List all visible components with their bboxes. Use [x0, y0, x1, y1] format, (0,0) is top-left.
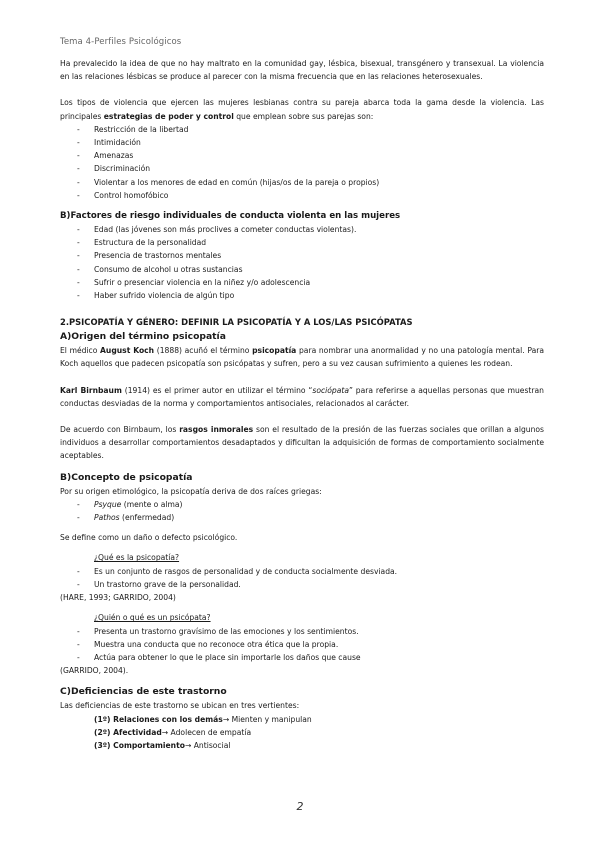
list-item: - Estructura de la personalidad: [60, 236, 544, 249]
list-item: - Discriminación: [60, 162, 544, 175]
deficits-heading: C)Deficiencias de este trastorno: [60, 686, 227, 698]
etymology-text: Por su origen etimológico, la psicopatía deriva de dos raíces griegas:: [60, 486, 322, 496]
factors-heading: B)Factores de riesgo individuales de conducta violenta en las mujeres: [60, 211, 401, 222]
intro-paragraph-2: Los tipos de violencia que ejercen las mujeres lesbianas contra su pareja abarca toda la gama desde la violencia. Las principales estrategias de poder y control que emplean sobre sus parejas son:: [60, 98, 544, 121]
arrow-right-icon: →: [222, 714, 230, 724]
definition-text: Se define como un daño o defecto psicológico.: [60, 533, 238, 543]
list-item: - Sufrir o presenciar violencia en la niñez y/o adolescencia: [60, 276, 544, 289]
list-item: - Restricción de la libertad: [60, 123, 544, 136]
list-item: - Psyque (mente o alma): [60, 498, 544, 511]
list-item: - Un trastorno grave de la personalidad.: [60, 578, 544, 591]
list-item: - Consumo de alcohol u otras sustancias: [60, 263, 544, 276]
list-item: - Presencia de trastornos mentales: [60, 249, 544, 262]
what-is-list: [60, 565, 544, 591]
who-is-list: [60, 625, 544, 665]
list-item: - Muestra una conducta que no reconoce otra ética que la propia.: [60, 638, 544, 651]
section-2-heading: 2.PSICOPATÍA Y GÉNERO: DEFINIR LA PSICOPATÍA Y A LOS/LAS PSICÓPATAS: [60, 317, 413, 328]
deficit-item: (2º) Afectividad→ Adolecen de empatía: [94, 727, 252, 737]
list-item: - Control homofóbico: [60, 189, 544, 202]
arrow-right-icon: →: [161, 727, 169, 737]
strategies-list: [60, 123, 544, 202]
deficits-intro: Las deficiencias de este trastorno se ubican en tres vertientes:: [60, 701, 300, 711]
list-item: - Haber sufrido violencia de algún tipo: [60, 289, 544, 302]
list-item: - Pathos (enfermedad): [60, 511, 544, 524]
question-what-is: ¿Qué es la psicopatía?: [94, 553, 180, 563]
immoral-traits-paragraph: De acuerdo con Birnbaum, los rasgos inmorales son el resultado de la presión de las fuerzas sociales que orillan a algunos individuos a desarrollar comportamientos desadaptados y dificultan la adquisición de formas de comportamiento socialmente aceptables.: [60, 425, 544, 461]
list-item: - Edad (las jóvenes son más proclives a cometer conductas violentas).: [60, 223, 544, 236]
page-header: Tema 4-Perfiles Psicológicos: [60, 37, 182, 47]
citation-garrido: (GARRIDO, 2004).: [60, 666, 129, 676]
page-body: [60, 57, 544, 752]
factors-list: [60, 223, 544, 302]
list-item: - Violentar a los menores de edad en común (hijas/os de la pareja o propios): [60, 176, 544, 189]
question-who-is: ¿Quién o qué es un psicópata?: [94, 613, 211, 623]
roots-list: [60, 498, 544, 524]
birnbaum-paragraph: Karl Birnbaum (1914) es el primer autor en utilizar el término “sociópata” para referirse a aquellas personas que muestran conductas desviadas de la norma y comportamientos antisociales, relacionados al carácter.: [60, 385, 544, 408]
list-item: - Intimidación: [60, 136, 544, 149]
concept-heading: B)Concepto de psicopatía: [60, 471, 193, 483]
page-number: 2: [296, 800, 304, 813]
deficit-item: (1º) Relaciones con los demás→ Mienten y manipulan: [94, 714, 312, 724]
origin-heading: A)Origen del término psicopatía: [60, 331, 226, 343]
deficit-item: (3º) Comportamiento→ Antisocial: [94, 740, 231, 750]
list-item: - Actúa para obtener lo que le place sin importarle los daños que cause: [60, 651, 544, 664]
citation-hare-garrido: (HARE, 1993; GARRIDO, 2004): [60, 593, 176, 603]
intro-paragraph-1: Ha prevalecido la idea de que no hay maltrato en la comunidad gay, lésbica, bisexual, transgénero y transexual. La violencia en las relaciones lésbicas se produce al parecer con la misma frecuencia que en las relaciones heterosexuales.: [60, 59, 544, 82]
koch-paragraph: El médico August Koch (1888) acuñó el término psicopatía para nombrar una anormalidad y no una patología mental. Para Koch aquellos que padecen psicopatía son psicópatas y sufren, pero a su vez causan sufrimiento a quienes les rodean.: [60, 346, 545, 369]
list-item: - Es un conjunto de rasgos de personalidad y de conducta socialmente desviada.: [60, 565, 544, 578]
list-item: - Presenta un trastorno gravísimo de las emociones y los sentimientos.: [60, 625, 544, 638]
arrow-right-icon: →: [184, 740, 192, 750]
list-item: - Amenazas: [60, 149, 544, 162]
